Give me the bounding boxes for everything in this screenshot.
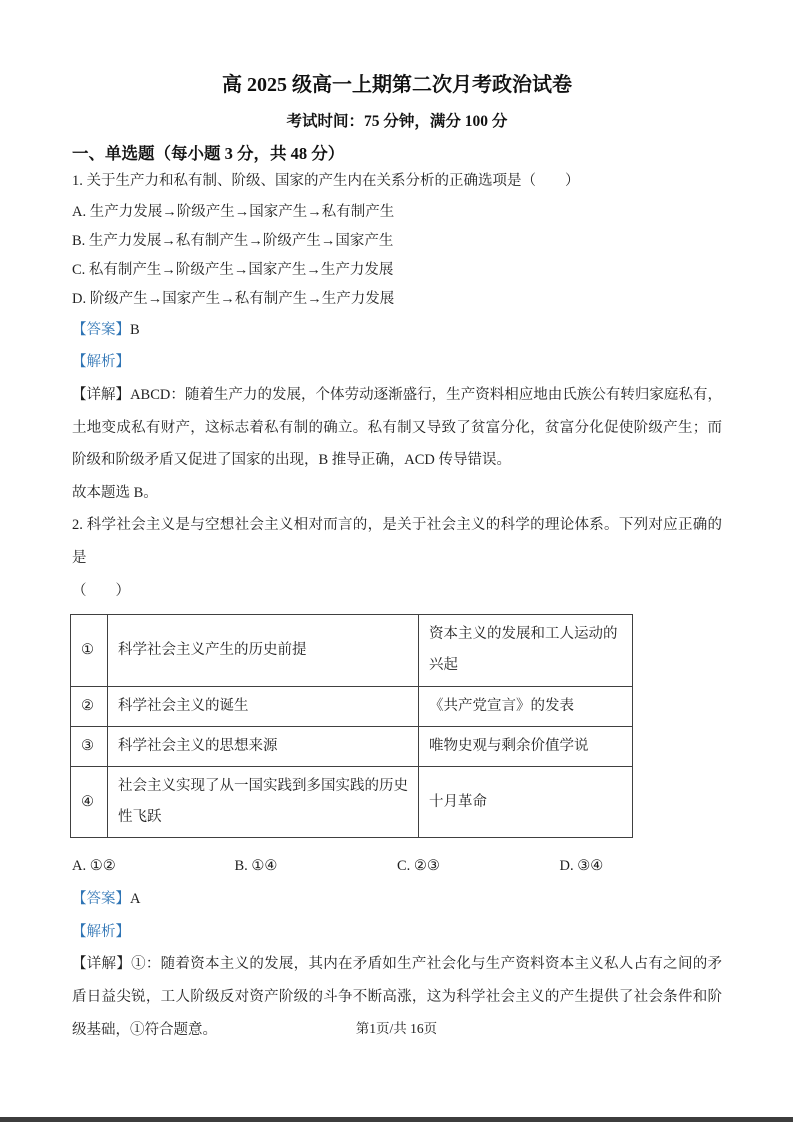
question-2-table <box>70 614 633 838</box>
question-2-options-row <box>72 851 722 883</box>
table-cell-match: 《共产党宣言》的发表 <box>419 686 633 726</box>
table-row <box>71 726 633 766</box>
section-heading: 一、单选题（每小题 3 分，共 48 分） <box>72 144 345 163</box>
exam-info-line: 考试时间：75 分钟，满分 100 分 <box>286 113 508 130</box>
question-2-stem: 2. 科学社会主义是与空想社会主义相对而言的，是关于社会主义的科学的理论体系。下列对应正确的是 <box>72 517 722 566</box>
question-1-detail: 【详解】ABCD：随着生产力的发展，个体劳动逐渐盛行，生产资料相应地由氏族公有转归家庭私有，土地变成私有财产，这标志着私有制的确立。私有制又导致了贫富分化，贫富分化促使阶级产生；而阶级和阶级矛盾又促进了国家的出现，B 推导正确，ACD 传导错误。 <box>72 386 722 469</box>
table-cell-number: ① <box>71 615 108 686</box>
table-cell-number: ③ <box>71 726 108 766</box>
question-1-stem: 1. 关于生产力和私有制、阶级、国家的产生内在关系分析的正确选项是（ ） <box>72 173 580 189</box>
question-2-option-c: C. ②③ <box>397 858 440 875</box>
table-row <box>71 766 633 837</box>
question-1-option-a: A. 生产力发展→阶级产生→国家产生→私有制产生 <box>72 203 395 220</box>
question-1-option-c: C. 私有制产生→阶级产生→国家产生→生产力发展 <box>72 261 394 278</box>
question-1-conclusion: 故本题选 B。 <box>72 484 158 501</box>
table-cell-number: ② <box>71 686 108 726</box>
analysis-label: 【解析】 <box>72 354 130 371</box>
table-cell-item: 社会主义实现了从一国实践到多国实践的历史性飞跃 <box>108 766 419 837</box>
question-2-option-d: D. ③④ <box>559 858 604 875</box>
question-2-answer-value: A <box>130 891 141 908</box>
table-cell-item: 科学社会主义的诞生 <box>108 686 419 726</box>
table-cell-item: 科学社会主义产生的历史前提 <box>108 615 419 686</box>
table-cell-number: ④ <box>71 766 108 837</box>
table-row <box>71 615 633 686</box>
answer-label: 【答案】 <box>72 891 130 908</box>
table-cell-match: 唯物史观与剩余价值学说 <box>419 726 633 766</box>
question-1-option-d: D. 阶级产生→国家产生→私有制产生→生产力发展 <box>72 290 395 307</box>
question-2-detail: 【详解】①：随着资本主义的发展，其内在矛盾如生产社会化与生产资料资本主义私人占有之间的矛盾日益尖锐，工人阶级反对资产阶级的斗争不断高涨，这为科学社会主义的产生提供了社会条件和阶级基础，①符合题意。 <box>72 956 722 1038</box>
page-number-footer: 第1页/共 16页 <box>355 1021 438 1036</box>
question-2-option-a: A. ①② <box>72 858 116 875</box>
question-2-analysis-line <box>72 916 722 949</box>
bottom-edge-bar <box>0 1117 793 1122</box>
document-content <box>72 0 722 1046</box>
question-2-option-b: B. ①④ <box>234 858 278 875</box>
question-1-answer-value: B <box>130 321 140 338</box>
question-1-option-b: B. 生产力发展→私有制产生→阶级产生→国家产生 <box>72 232 394 249</box>
answer-label: 【答案】 <box>72 321 130 338</box>
table-cell-item: 科学社会主义的思想来源 <box>108 726 419 766</box>
question-1-answer-line <box>72 314 722 347</box>
page-title: 高 2025 级高一上期第二次月考政治试卷 <box>222 74 572 96</box>
table-cell-match: 十月革命 <box>419 766 633 837</box>
table-cell-match: 资本主义的发展和工人运动的兴起 <box>419 615 633 686</box>
question-1-analysis-line <box>72 346 722 379</box>
question-2-answer-line <box>72 883 722 916</box>
table-row <box>71 686 633 726</box>
analysis-label: 【解析】 <box>72 923 130 940</box>
question-2-stem-parens: （ ） <box>72 582 130 599</box>
